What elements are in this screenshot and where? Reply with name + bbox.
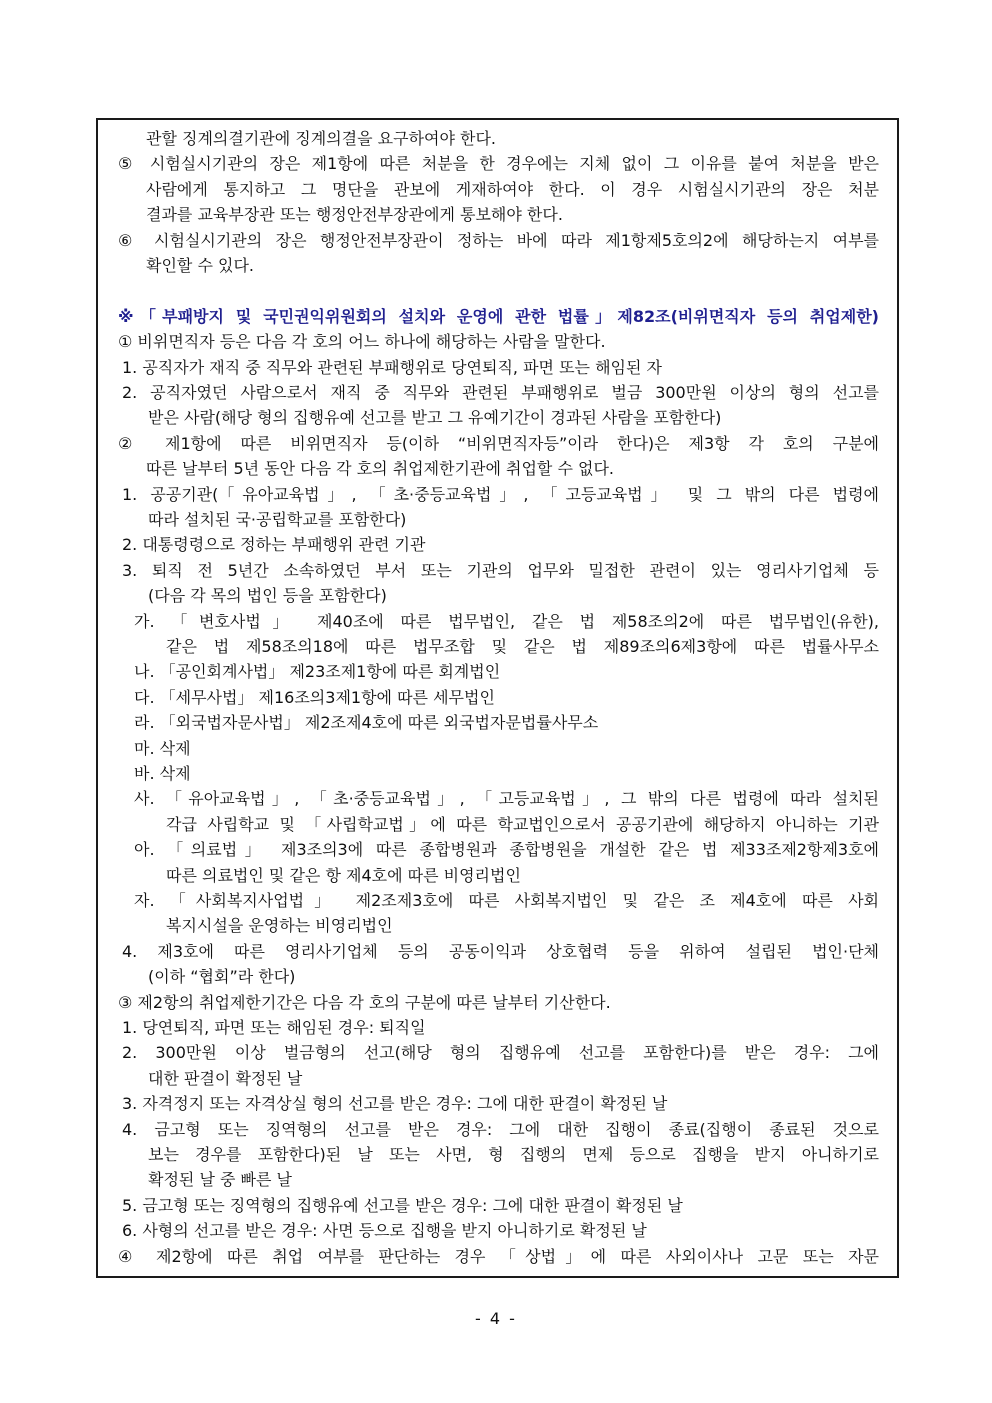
text-line-content: 2. 공직자였던 사람으로서 재직 중 직무와 관련된 부패행위로 벌금 300만원 이상의 형의 선고를 (122, 383, 879, 402)
text-line-content: 다. 「세무사법」 제16조의3제1항에 따른 세무법인 (134, 687, 495, 707)
legal-text-box (96, 118, 899, 1278)
text-line (98, 710, 897, 735)
text-line (98, 1142, 897, 1167)
text-line (98, 609, 897, 634)
text-line (98, 1218, 897, 1243)
text-line (98, 761, 897, 786)
text-line (98, 431, 897, 456)
text-line (98, 329, 897, 354)
text-line-content: 같은 법 제58조의18에 따른 법무조합 및 같은 법 제89조의6제3항에 따른 법률사무소 (166, 637, 879, 656)
text-line (98, 888, 897, 913)
text-line-content: 받은 사람(해당 형의 집행유예 선고를 받고 그 유예기간이 경과된 사람을 포함한다) (148, 408, 722, 428)
text-line-content: 2. 대통령령으로 정하는 부패행위 관련 기관 (122, 535, 426, 555)
text-line-content: 사. 「유아교육법」, 「초·중등교육법」, 「고등교육법」, 그 밖의 다른 법령에 따라 설치된 (134, 789, 879, 809)
text-line-content: 결과를 교육부장관 또는 행정안전부장관에게 통보해야 한다. (146, 205, 563, 225)
text-line (98, 202, 897, 227)
text-line-content: (다음 각 목의 법인 등을 포함한다) (148, 586, 387, 606)
text-line (98, 1167, 897, 1192)
text-line (98, 151, 897, 176)
text-line (98, 405, 897, 430)
text-line (98, 939, 897, 964)
text-line-content: 관할 징계의결기관에 징계의결을 요구하여야 한다. (146, 129, 497, 148)
text-line (98, 126, 897, 151)
text-line-content: 따른 날부터 5년 동안 다음 각 호의 취업제한기관에 취업할 수 없다. (146, 459, 614, 479)
text-line (98, 837, 897, 862)
text-line-content: 1. 공직자가 재직 중 직무와 관련된 부패행위로 당연퇴직, 파면 또는 해임된 자 (122, 357, 662, 377)
text-line-content: 1. 당연퇴직, 파면 또는 해임된 경우: 퇴직일 (122, 1018, 426, 1037)
text-line (98, 1040, 897, 1065)
text-line (98, 964, 897, 989)
text-line-content: 마. 삭제 (134, 738, 191, 758)
text-line-content: 6. 사형의 선고를 받은 경우: 사면 등으로 집행을 받지 아니하기로 확정된 날 (122, 1221, 647, 1241)
text-line (98, 355, 897, 380)
text-line (98, 558, 897, 583)
text-line (98, 456, 897, 481)
text-line (98, 812, 897, 837)
text-line (98, 228, 897, 253)
text-line-content: 라. 「외국법자문사법」 제2조제4호에 따른 외국법자문법률사무소 (134, 713, 599, 733)
text-line (98, 685, 897, 710)
text-line-content: 3. 퇴직 전 5년간 소속하였던 부서 또는 기관의 업무와 밀접한 관련이 있는 영리사기업체 등 (122, 560, 879, 580)
text-line-content: ⑥ 시험실시기관의 장은 행정안전부장관이 정하는 바에 따라 제1항제5호의2에 해당하는지 여부를 (118, 230, 879, 250)
text-line (98, 278, 897, 303)
text-line-content: 따라 설치된 국·공립학교를 포함한다) (148, 510, 407, 529)
text-line-content: 4. 금고형 또는 징역형의 선고를 받은 경우: 그에 대한 집행이 종료(집행이 종료된 것으로 (122, 1119, 879, 1139)
text-line (98, 990, 897, 1015)
text-line-content: 3. 자격정지 또는 자격상실 형의 선고를 받은 경우: 그에 대한 판결이 확정된 날 (122, 1094, 668, 1114)
text-line (98, 1066, 897, 1091)
text-line (98, 583, 897, 608)
text-line-content: ③ 제2항의 취업제한기간은 다음 각 호의 구분에 따른 날부터 기산한다. (118, 992, 611, 1012)
section-heading (98, 304, 897, 329)
text-line-content: 1. 공공기관(「유아교육법」, 「초·중등교육법」, 「고등교육법」 및 그 밖의 다른 법령에 (122, 484, 879, 504)
text-line (98, 786, 897, 811)
text-line (98, 253, 897, 278)
text-line (98, 380, 897, 405)
text-line-content: 보는 경우를 포함한다)된 날 또는 사면, 형 집행의 면제 등으로 집행을 받지 아니하기로 (148, 1145, 879, 1164)
text-line (98, 177, 897, 202)
text-line (98, 532, 897, 557)
text-line-content: ① 비위면직자 등은 다음 각 호의 어느 하나에 해당하는 사람을 말한다. (118, 332, 606, 352)
text-line-content: 복지시설을 운영하는 비영리법인 (166, 916, 393, 936)
text-line-content: 4. 제3호에 따른 영리사기업체 등의 공동이익과 상호협력 등을 위하여 설립된 법인·단체 (122, 941, 879, 961)
text-line (98, 863, 897, 888)
text-line-content: 각급 사립학교 및 「사립학교법」에 따른 학교법인으로서 공공기관에 해당하지 아니하는 기관 (166, 814, 879, 834)
text-line (98, 736, 897, 761)
text-line-content: 나. 「공인회계사법」 제23조제1항에 따른 회계법인 (134, 662, 501, 682)
text-line (98, 482, 897, 507)
text-line-content: ⑤ 시험실시기관의 장은 제1항에 따른 처분을 한 경우에는 지체 없이 그 이유를 붙여 처분을 받은 (118, 154, 879, 174)
text-line (98, 1015, 897, 1040)
text-line-content: ② 제1항에 따른 비위면직자 등(이하 “비위면직자등”이라 한다)은 제3항 각 호의 구분에 (118, 433, 879, 453)
text-line-content: ※「부패방지 및 국민권익위원회의 설치와 운영에 관한 법률」제82조(비위면직자 등의 취업제한) (118, 306, 879, 326)
text-line (98, 1091, 897, 1116)
text-line (98, 659, 897, 684)
text-line-content: 2. 300만원 이상 벌금형의 선고(해당 형의 집행유예 선고를 포함한다)를 받은 경우: 그에 (122, 1043, 879, 1063)
text-line (98, 634, 897, 659)
text-line (98, 1193, 897, 1218)
text-line-content: 아. 「의료법」 제3조의3에 따른 종합병원과 종합병원을 개설한 같은 법 제33조제2항제3호에 (134, 840, 879, 860)
text-line-content: 따른 의료법인 및 같은 항 제4호에 따른 비영리법인 (166, 865, 521, 885)
text-line (98, 507, 897, 532)
text-line (98, 1244, 897, 1269)
text-line-content: 확인할 수 있다. (146, 256, 254, 275)
text-line (98, 913, 897, 938)
text-line-content: 대한 판결이 확정된 날 (148, 1068, 303, 1088)
text-line-content: 바. 삭제 (134, 764, 191, 783)
text-line-content: 사람에게 통지하고 그 명단을 관보에 게재하여야 한다. 이 경우 시험실시기관의 장은 처분 (146, 179, 879, 199)
text-line-content: (이하 “협회”라 한다) (148, 967, 296, 987)
text-line-content: 자. 「사회복지사업법」 제2조제3호에 따른 사회복지법인 및 같은 조 제4호에 따른 사회 (134, 891, 879, 910)
text-line-content: 가. 「변호사법」 제40조에 따른 법무법인, 같은 법 제58조의2에 따른 법무법인(유한), (134, 611, 879, 631)
text-line-content: 확정된 날 중 빠른 날 (148, 1170, 292, 1190)
text-line-content: ④ 제2항에 따른 취업 여부를 판단하는 경우 「상법」에 따른 사외이사나 고문 또는 자문 (118, 1246, 879, 1266)
text-line-content: 5. 금고형 또는 징역형의 집행유예 선고를 받은 경우: 그에 대한 판결이 확정된 날 (122, 1195, 683, 1215)
text-line (98, 1117, 897, 1142)
page-number: - 4 - (475, 1309, 517, 1328)
